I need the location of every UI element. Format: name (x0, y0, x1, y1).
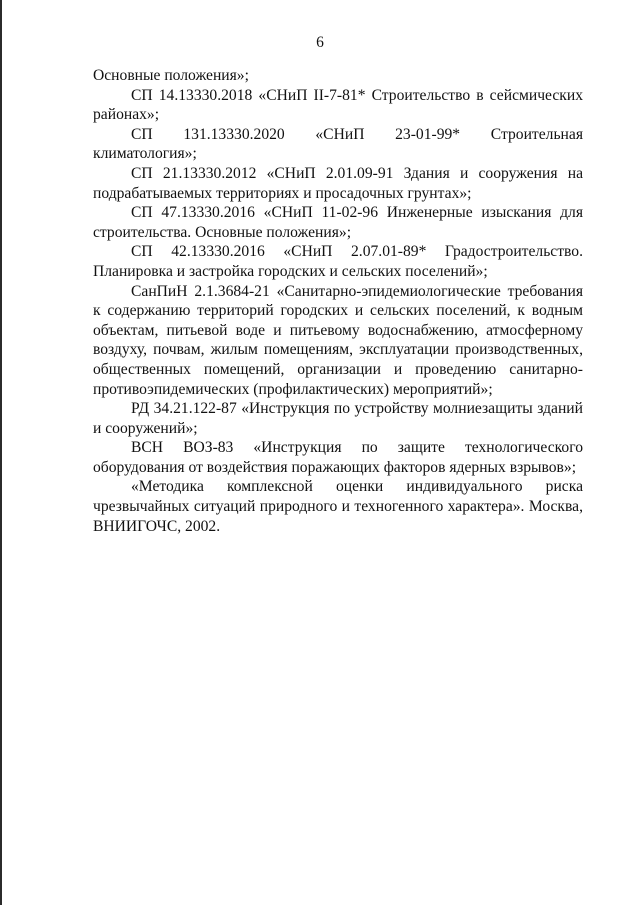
reference-item: «Методика комплексной оценки индивидуального риска чрезвычайных ситуаций природного и техногенного характера». Москва, ВНИИГОЧС, 2002. (93, 478, 583, 535)
scan-edge-line (0, 0, 2, 905)
reference-item: СП 131.13330.2020 «СНиП 23-01-99* Строительная климатология»; (93, 125, 583, 163)
reference-item: СП 21.13330.2012 «СНиП 2.01.09-91 Здания и сооружения на подрабатываемых территориях и просадочных грунтах»; (93, 164, 583, 202)
reference-continuation: Основные положения»; (93, 67, 249, 84)
reference-item: ВСН ВОЗ-83 «Инструкция по защите технологического оборудования от воздействия поражающих факторов ядерных взрывов»; (93, 439, 583, 476)
reference-item: СП 14.13330.2018 «СНиП II-7-81* Строительство в сейсмических районах»; (93, 86, 583, 124)
reference-list (93, 66, 583, 536)
page-number: 6 (316, 34, 324, 51)
reference-item: СП 42.13330.2016 «СНиП 2.07.01-89* Градостроительство. Планировка и застройка городских и сельских поселений»; (93, 243, 583, 280)
reference-item: СанПиН 2.1.3684-21 «Санитарно-эпидемиологические требования к содержанию территорий городских и сельских поселений, к водным объектам, питьевой воде и питьевому водоснабжению, атмосферному воздуху, почвам, жилым помещениям, эксплуатации производственных, общественных помещений, организации и проведению санитарно-противоэпидемических (профилактических) мероприятий»; (93, 282, 583, 398)
reference-item: СП 47.13330.2016 «СНиП 11-02-96 Инженерные изыскания для строительства. Основные положения»; (93, 204, 583, 241)
reference-item: РД 34.21.122-87 «Инструкция по устройству молниезащиты зданий и сооружений»; (93, 400, 583, 437)
